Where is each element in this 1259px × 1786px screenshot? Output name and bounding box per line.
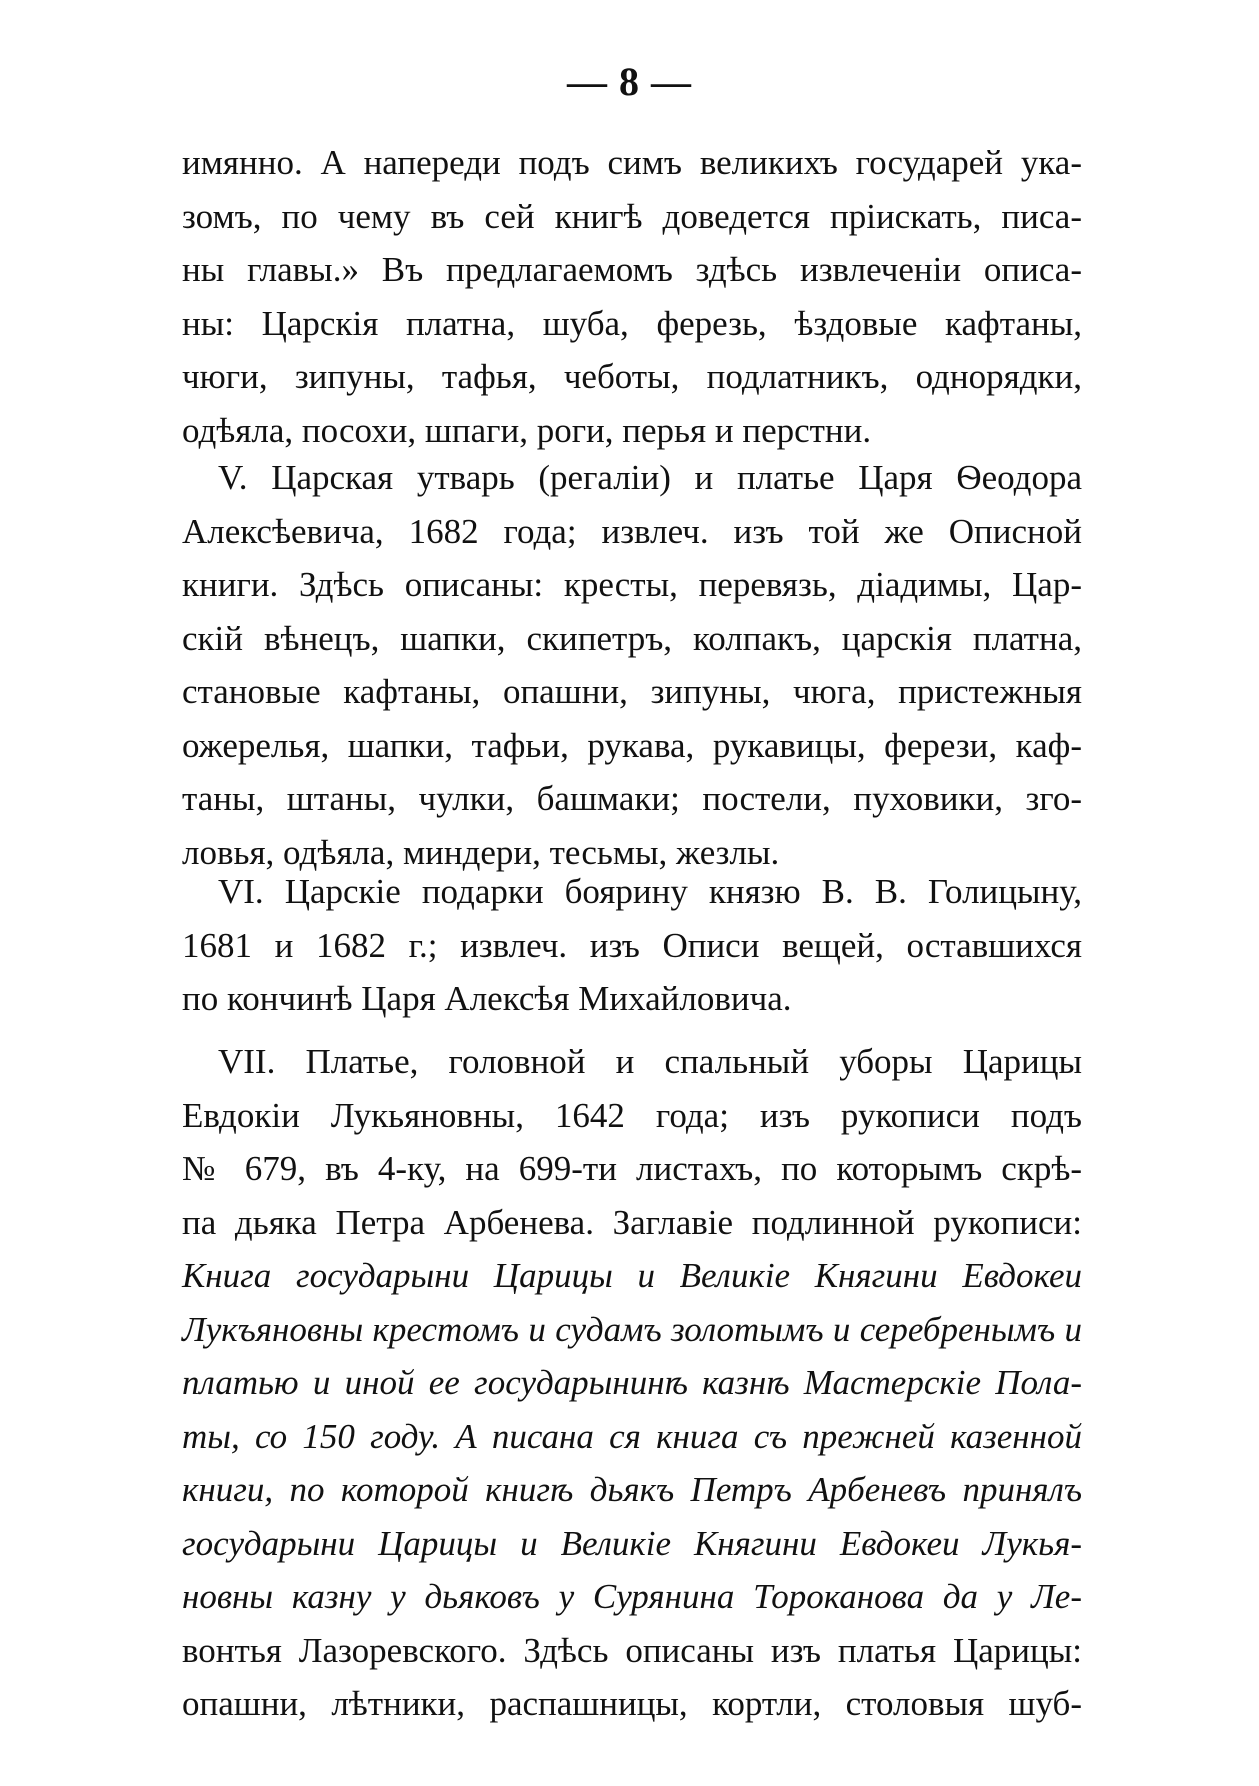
text-line-italic: ты, со 150 году. А писана ся книга съ прежней казенной [182,1416,1082,1456]
paragraph-3 [182,865,1082,1026]
text-line: одѣяла, посохи, шпаги, роги, перья и перстни. [182,410,872,450]
text-line-italic: Лукъяновны крестомъ и судамъ золотымъ и серебренымъ и [182,1309,1082,1349]
text-line: ожерелья, шапки, тафьи, рукава, рукавицы, ферези, каф- [182,725,1082,765]
text-line: ны: Царскія платна, шуба, ферезь, ѣздовые кафтаны, [182,303,1082,343]
text-line: VI. Царскіе подарки боярину князю В. В. Голицыну, [218,872,1082,911]
paragraph-4 [182,1035,1082,1731]
text-line-italic: новны казну у дьяковъ у Сурянина Тороканова да у Ле- [182,1577,1082,1616]
text-line: ны главы.» Въ предлагаемомъ здѣсь извлеченіи описа- [182,250,1082,289]
text-line-italic: платью и иной ее государынинѣ казнѣ Мастерскіе Пола- [182,1363,1082,1402]
text-line: Евдокіи Лукьяновны, 1642 года; изъ рукописи подъ [182,1095,1082,1135]
text-line: па дьяка Петра Арбенева. Заглавіе подлинной рукописи: [182,1202,1082,1242]
text-line: чюги, зипуны, тафья, чеботы, подлатникъ, однорядки, [182,357,1082,396]
text-line: имянно. А напереди подъ симъ великихъ государей ука- [182,143,1082,182]
text-line: вонтья Лазоревского. Здѣсь описаны изъ платья Царицы: [182,1630,1082,1670]
text-line: 1681 и 1682 г.; извлеч. изъ Описи вещей, оставшихся [182,925,1082,965]
text-line: книги. Здѣсь описаны: кресты, перевязь, діадимы, Цар- [182,565,1082,604]
page-number: — 8 — [567,59,692,104]
text-line: ловья, одѣяла, миндери, тесьмы, жезлы. [182,832,780,872]
text-line: зомъ, по чему въ сей книгѣ доведется пріискать, писа- [182,196,1082,236]
text-line: Алексѣевича, 1682 года; извлеч. изъ той же Описной [182,511,1082,551]
text-line-italic: книги, по которой книгѣ дьякъ Петръ Арбеневъ принялъ [182,1470,1082,1509]
text-line: становые кафтаны, опашни, зипуны, чюга, пристежныя [182,672,1082,711]
text-line-italic: Книга государыни Царицы и Великіе Княгини Евдокеи [182,1256,1082,1295]
text-line: VII. Платье, головной и спальный уборы Царицы [218,1042,1082,1081]
text-line: таны, штаны, чулки, башмаки; постели, пуховики, зго- [182,779,1082,818]
text-line: опашни, лѣтники, распашницы, кортли, столовыя шуб- [182,1684,1082,1723]
text-line-italic: государыни Царицы и Великіе Княгини Евдокеи Лукья- [182,1523,1082,1563]
text-line: V. Царская утварь (регаліи) и платье Царя Ѳеодора [218,458,1082,497]
text-line: № 679, въ 4-ку, на 699-ти листахъ, по которымъ скрѣ- [182,1149,1082,1188]
text-line: по кончинѣ Царя Алексѣя Михайловича. [182,979,792,1018]
text-line: скій вѣнецъ, шапки, скипетръ, колпакъ, царскія платна, [182,618,1082,658]
paragraph-2 [182,451,1082,879]
paragraph-1 [182,136,1082,457]
